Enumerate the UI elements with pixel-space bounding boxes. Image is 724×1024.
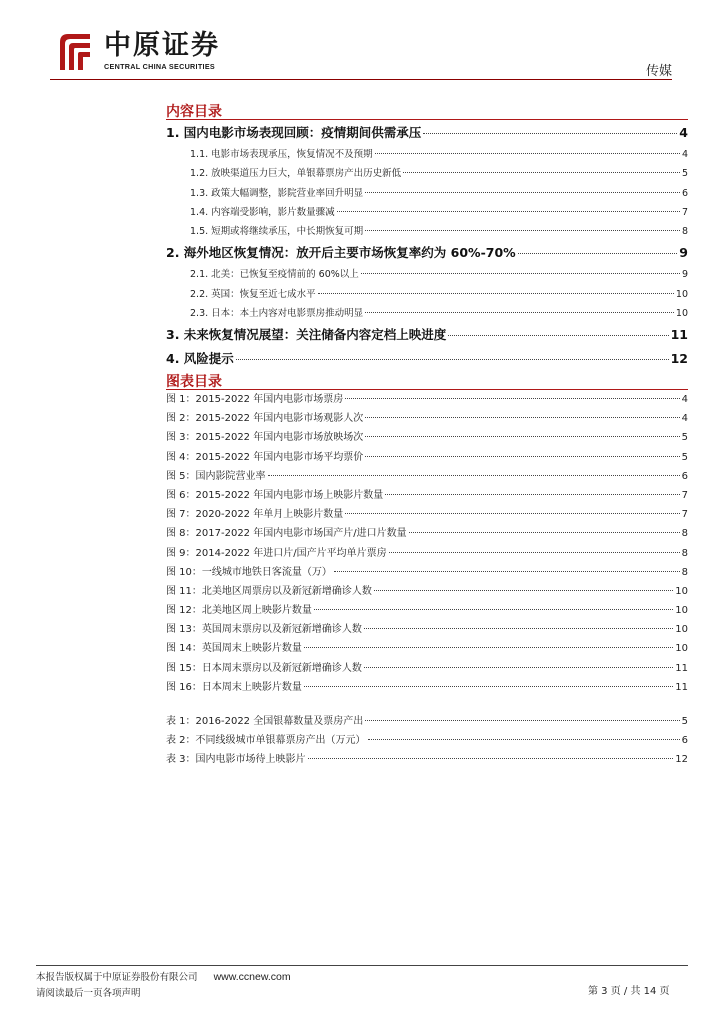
dot-leader [365, 230, 680, 231]
dot-leader [365, 417, 679, 418]
dot-leader [314, 609, 673, 610]
entry-title: 图 6：2015-2022 年国内电影市场上映影片数量 [166, 489, 384, 501]
dot-leader [308, 758, 674, 759]
entry-title: 表 1：2016-2022 全国银幕数量及票房产出 [166, 716, 364, 727]
entry-page-number: 12 [675, 754, 688, 766]
footer-divider [36, 965, 688, 966]
tables-list [166, 712, 688, 770]
entry-title: 图 10：一线城市地铁日客流量（万） [166, 566, 332, 578]
entry-page-number: 12 [670, 351, 688, 367]
entry-page-number: 10 [675, 308, 688, 320]
entry-page-number: 5 [681, 716, 688, 727]
toc-chapter-entry[interactable] [166, 347, 688, 371]
entry-page-number: 5 [681, 168, 688, 180]
dot-leader [365, 456, 679, 457]
entry-page-number: 9 [681, 269, 688, 281]
entry-page-number: 7 [681, 489, 688, 501]
toc-figure-entry[interactable] [166, 544, 688, 563]
entry-page-number: 11 [675, 662, 688, 674]
entry-page-number: 6 [681, 735, 688, 747]
dot-leader [345, 398, 679, 399]
toc-chapter-entry[interactable] [166, 121, 688, 145]
dot-leader [365, 312, 674, 313]
entry-title: 图 8：2017-2022 年国内电影市场国产片/进口片数量 [166, 528, 407, 540]
dot-leader [268, 475, 680, 476]
entry-title: 图 1：2015-2022 年国内电影市场票房 [166, 394, 344, 405]
entry-page-number: 8 [681, 226, 688, 238]
entry-title: 2.1. 北美：已恢复至疫情前的 60%以上 [190, 269, 359, 281]
dot-leader [334, 571, 680, 572]
toc-figure-entry[interactable] [166, 505, 688, 524]
toc-figure-entry[interactable] [166, 563, 688, 582]
entry-title: 1.2. 放映渠道压力巨大，单银幕票房产出历史新低 [190, 168, 402, 180]
entry-page-number: 4 [679, 125, 688, 140]
toc-table-entry[interactable] [166, 731, 688, 750]
dot-leader [375, 153, 680, 154]
entry-page-number: 6 [681, 187, 688, 199]
footer-website-link[interactable]: www.ccnew.com [213, 971, 291, 983]
entry-title: 图 4：2015-2022 年国内电影市场平均票价 [166, 451, 364, 463]
toc-section-entry[interactable] [166, 285, 688, 304]
toc-figure-entry[interactable] [166, 448, 688, 467]
dot-leader [365, 720, 679, 721]
entry-title: 2.2. 英国：恢复至近七成水平 [190, 288, 316, 300]
dot-leader [304, 647, 673, 648]
toc-figure-entry[interactable] [166, 601, 688, 620]
entry-title: 图 2：2015-2022 年国内电影市场观影人次 [166, 413, 364, 425]
entry-title: 图 14：英国周末上映影片数量 [166, 643, 302, 655]
entry-title: 图 13：英国周末票房以及新冠新增确诊人数 [166, 624, 362, 636]
toc-chapter-entry[interactable] [166, 323, 688, 347]
header-divider [50, 79, 672, 80]
entry-title: 图 3：2015-2022 年国内电影市场放映场次 [166, 432, 364, 444]
entry-title: 3. 未来恢复情况展望：关注储备内容定档上映进度 [166, 327, 447, 343]
entry-page-number: 11 [675, 681, 688, 693]
entry-page-number: 8 [681, 547, 688, 559]
dot-leader [518, 253, 678, 254]
entry-title: 1.3. 政策大幅调整，影院营业率回升明显 [190, 187, 364, 199]
entry-page-number: 11 [670, 327, 688, 343]
entry-title: 1.5. 短期或将继续承压，中长期恢复可期 [190, 226, 364, 238]
entry-page-number: 6 [681, 470, 688, 482]
entry-page-number: 4 [681, 413, 688, 425]
entry-title: 表 3：国内电影市场待上映影片 [166, 754, 306, 766]
entry-page-number: 4 [681, 149, 688, 160]
toc-figure-entry[interactable] [166, 390, 688, 409]
contents-title: 内容目录 [166, 104, 222, 120]
entry-title: 表 2：不同线级城市单银幕票房产出（万元） [166, 735, 366, 747]
entry-title: 2.3. 日本：本土内容对电影票房推动明显 [190, 308, 364, 320]
dot-leader [337, 211, 680, 212]
dot-leader [385, 494, 679, 495]
dot-leader [345, 513, 679, 514]
toc-figure-entry[interactable] [166, 639, 688, 658]
dot-leader [361, 273, 680, 274]
entry-title: 图 9：2014-2022 年进口片/国产片平均单片票房 [166, 547, 387, 559]
entry-page-number: 10 [675, 624, 688, 636]
entry-page-number: 5 [681, 451, 688, 463]
dot-leader [365, 192, 680, 193]
toc-figure-entry[interactable] [166, 409, 688, 428]
entry-page-number: 10 [675, 288, 688, 300]
entry-page-number: 5 [681, 432, 688, 444]
entry-title: 4. 风险提示 [166, 351, 234, 367]
entry-title: 2. 海外地区恢复情况：放开后主要市场恢复率约为 60%-70% [166, 245, 516, 261]
entry-title: 1.4. 内容端受影响，影片数量骤减 [190, 206, 335, 218]
toc-figure-entry[interactable] [166, 678, 688, 697]
toc-section-entry[interactable] [166, 203, 688, 222]
toc-figure-entry[interactable] [166, 620, 688, 639]
entry-page-number: 8 [681, 528, 688, 540]
toc-table-entry[interactable] [166, 750, 688, 769]
dot-leader [304, 686, 673, 687]
industry-label: 传媒 [645, 64, 672, 79]
figures-title: 图表目录 [166, 374, 222, 390]
footer-page-info: 第 3 页 / 共 14 页 [588, 986, 670, 997]
entry-title: 图 12：北美地区周上映影片数量 [166, 605, 312, 617]
toc-figure-entry[interactable] [166, 659, 688, 678]
footer-disclaimer: 请阅读最后一页各项声明 [36, 988, 141, 999]
entry-title: 图 5：国内影院营业率 [166, 470, 266, 482]
entry-page-number: 8 [681, 566, 688, 578]
toc-section-entry[interactable] [166, 304, 688, 323]
entry-page-number: 10 [675, 585, 688, 597]
toc-section-entry[interactable] [166, 164, 688, 183]
dot-leader [368, 739, 680, 740]
logo-chinese-name: 中原证券 [104, 30, 220, 61]
toc-section-entry[interactable] [166, 184, 688, 203]
company-logo-icon [50, 30, 96, 74]
entry-title: 1. 国内电影市场表现回顾：疫情期间供需承压 [166, 125, 422, 140]
toc-section-entry[interactable] [166, 222, 688, 241]
toc-section-entry[interactable] [166, 145, 688, 164]
entry-page-number: 10 [675, 605, 688, 617]
toc-figure-entry[interactable] [166, 428, 688, 447]
entry-title: 图 7：2020-2022 年单月上映影片数量 [166, 509, 344, 521]
dot-leader [403, 172, 680, 173]
dot-leader [318, 293, 674, 294]
figures-list [166, 390, 688, 697]
toc-figure-entry[interactable] [166, 582, 688, 601]
entry-page-number: 10 [675, 643, 688, 655]
entry-page-number: 4 [681, 394, 688, 405]
toc-figure-entry[interactable] [166, 524, 688, 543]
entry-title: 1.1. 电影市场表现承压，恢复情况不及预期 [190, 149, 373, 160]
dot-leader [389, 552, 680, 553]
page-header [0, 0, 724, 80]
contents-title-underline [166, 119, 688, 120]
entry-page-number: 9 [679, 245, 688, 261]
dot-leader [236, 359, 669, 360]
dot-leader [365, 436, 679, 437]
toc-figure-entry[interactable] [166, 467, 688, 486]
footer-copyright: 本报告版权属于中原证券股份有限公司 [36, 972, 198, 983]
toc-figure-entry[interactable] [166, 486, 688, 505]
dot-leader [409, 532, 680, 533]
dot-leader [448, 335, 668, 336]
dot-leader [364, 667, 673, 668]
entry-title: 图 11：北美地区周票房以及新冠新增确诊人数 [166, 585, 372, 597]
toc-chapter-entry[interactable] [166, 241, 688, 265]
dot-leader [423, 133, 677, 134]
entry-page-number: 7 [681, 206, 688, 218]
dot-leader [364, 628, 673, 629]
toc-table-entry[interactable] [166, 712, 688, 731]
footer-copyright-line [36, 969, 291, 983]
contents-list [166, 121, 688, 371]
entry-title: 图 16：日本周末上映影片数量 [166, 681, 302, 693]
dot-leader [374, 590, 673, 591]
entry-title: 图 15：日本周末票房以及新冠新增确诊人数 [166, 662, 362, 674]
entry-page-number: 7 [681, 509, 688, 521]
toc-section-entry[interactable] [166, 265, 688, 284]
logo-english-name: CENTRAL CHINA SECURITIES [104, 62, 216, 71]
